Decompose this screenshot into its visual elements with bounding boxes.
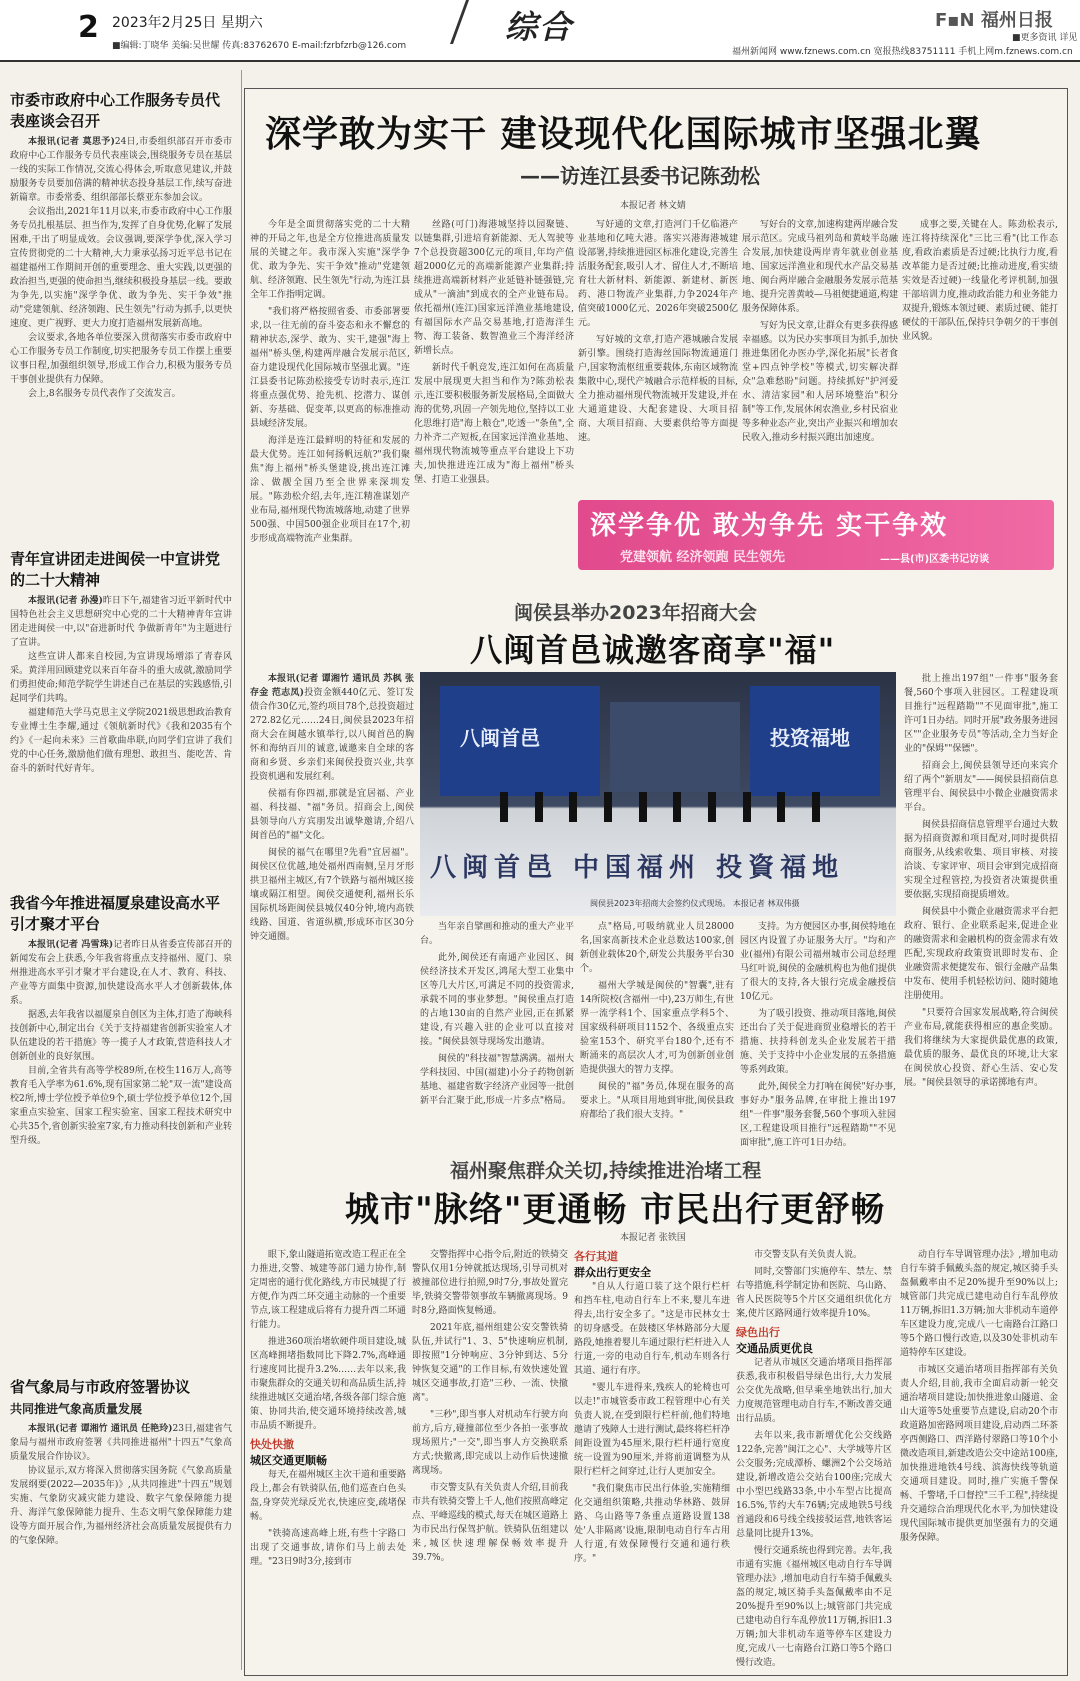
signing-officials [500,792,820,822]
banner-subslogan: 党建领航 经济领跑 民生领先 [620,550,786,565]
more-news-note: ■更多资讯 详见 [1012,33,1078,43]
screen-right-text: 投资福地 [770,726,850,750]
story2-column: 批上推出197组"一件事"服务套餐,560个事项入驻园区。工程建设项目推行"远程踏勘""不见面审批",施工许可1日办结。同时开展"政务服务进园区""企业服务专员"等活动,全力当好企业的"保姆""保镖"。 招商会上,闽侯县领导还向来宾介绍了两个"新朋友"——闽侯县招商信息管理平台、闽侯县中小微企业融资需求平台。 闽侯县招商信息管理平台通过大数据为招商资源和项目配对,同时提供招商服务,从线索收集、项目审核、对接洽谈、专家评审、项目会审到完成招商实现全过程管控,为投资者决策提供重要依据,实现招商提质增效。 闽侯县中小微企业融资需求平台把政府、银行、企业联系起来,促进企业的融资需求和金融机构的资金需求有效匹配,实现政府政策资讯即时发布、企业融资需求便捷发布、银行金融产品集中发布、使用手机轻松访问、随时随地注册使用。 "只要符合国家发展战略,符合闽侯产业布局,就能获得相应的惠企奖励。我们将继续为大家提供最优惠的政策,最优质的服务、最优良的环境,让大家在闽侯放心投资、舒心生活、安心发展。"闽侯县领导的承诺掷地有声。 [904,674,1058,1088]
left-story-title: 青年宣讲团走进闽侯一中宣讲党的二十大精神 [10,550,221,589]
left-story-title: 市委市政府中心工作服务专员代表座谈会召开 [10,91,221,130]
story3-column: 各行其道 群众出行更安全 "自从人行道口装了这个限行栏杆和挡车柱,电动自行车上不来,婴儿车进得去,出行安全多了。"这是市民林女士的切身感受。在鼓楼区华林路部分大厦路段,她推着婴儿车通过限行栏杆进入人行道,一旁的电动自行车,机动车则各行其道、通行有序。 "婴儿车进得来,残疾人的轮椅也可以走!"市城管委市政工程管理中心有关负责人说,在受到限行栏杆前,他们特地邀请了残障人士进行测试,最终将栏杆净间距设置为45厘米,限行栏杆通行宽度统一设置为90厘米,并将前道调整为从限行栏杆之间穿过,让行人更加安全。 "我们聚焦市民出行体验,实施精细化交通组织策略,共推动华林路、鼓屏路、乌山路等7条重点道路设置138处'人非隔离'设施,限制电动自行车占用人行道,有效保障慢行交通和通行秩序。" [574,1250,730,1564]
section-label: 快处快撤 [250,1438,294,1451]
section-title: 群众出行更安全 [574,1266,651,1279]
left-story-paragraph: 会上,8名服务专员代表作了交流发言。 [28,389,181,399]
story1-headline: 深学敢为实干 建设现代化国际城市坚强北翼 [265,114,982,155]
editor-credits: ■编辑:丁晓华 美编:吴世耀 传真:83762670 E-mail:fzrbfzrb@126.com [112,41,407,51]
story1-column: 写好台的文章,加速构建两岸融合发展示范区。完成马祖列岛和黄岐半岛融合发展,加快建设两岸青年就业创业基地、国家远洋渔业和现代水产品交易基地、闽台两岸融合金融服务发展示范基地、提升完善黄岐—马祖便捷通道,构建服务保障体系。 写好为民文章,让群众有更多获得感幸福感。以为民办实事项目为抓手,加快推进集团化办医办学,深化拓展"长者食堂+四点钟学校"等模式,切实解决群众"急难愁盼"问题。持续抓好"护河爱水、清洁家园"和人居环境整治"积分制"等工作,发展休闲农渔业,乡村民宿业等多种业态产业,突出产业振兴和增加农民收入,推动乡村振兴跑出加速度。 [742,220,898,443]
story3-column: 动自行车导调管理办法》,增加电动自行车骑手佩戴头盔的规定,城区骑手头盔佩戴率由不足20%提升至90%以上;城管部门共完成已建电动自行车乱停放11万辆,拆旧1.3万辆;加大非机动车道停车区建设力度,完成八一七南路台江路口等5个路口慢行改造,以及30处非机动车道特停车区建设。 市城区交通治堵项目指挥部有关负责人介绍,目前,我市全面启动新一轮交通治堵项目建设;加快推进象山隧道、金山大道等5处重要节点建设,启动20个市政道路加密路网项目建设,启动西二环茶亭西侧路口、西洋路付翠路口等10个小微改造项目,新建改造公交中途站100座,加快推进地铁4号线、滨海快线等轨道交通项目建设。同时,推广实施千警保畅、千警堵,千口督控"三千工程",持续提升交通综合治理现代化水平,为加快建设现代国际城市提供更加坚强有力的交通服务保障。 [900,1250,1059,1543]
website-info: 福州新闻网 www.fznews.com.cn 宽报热线83751111 手机上网m.fznews.com.cn [732,47,1073,57]
left-story-paragraph: 本报讯(记者 冯雪珠)记者昨日从省委宣传部召开的新闻发布会上获悉,今年我省将重点支持福州、厦门、泉州推进高水平引才聚才平台建设,在人才、教育、科技、产业等方面集中资源,加快建设高水平人才创新载体,体系。 [10,940,232,1006]
newspaper-logo: F▪N 福州日报 [935,10,1053,31]
left-story [10,549,232,879]
story1-byline: 本报记者 林文婧 [620,201,686,211]
page-number: 2 [78,10,99,45]
story1-subhead: ——访连江县委书记陈劲松 [520,164,760,188]
left-story-subtitle: 共同推进气象高质量发展 [10,1402,143,1416]
left-story-title: 我省今年推进福厦泉建设高水平引才聚才平台 [10,894,221,933]
date-line: 2023年2月25日 星期六 [112,15,263,31]
header-rule [0,60,1080,62]
left-story [10,90,232,535]
story2-column: 支持。为方便园区办事,闽侯特地在园区内设置了办证服务大厅。"均和产业(福州)有限公司福州城市公司总经理马红叶说,闽侯的金融机构也为他们提供了很大的支持,各大银行完成金融授信10亿元。 为了吸引投资、推动项目落地,闽侯还出台了关于促进商贸业稳增长的若干措施、扶持科创龙头企业发展若干措施、关于支持中小企业发展的五条措施等系列政策。 此外,闽侯全力打响在闽侯"好办事,事好办"服务品牌,在审批上推出197组"一件事"服务套餐,560个事项入驻园区,工程建设项目推行"远程踏勘""不见面审批",施工许可1日办结。 [740,922,896,1148]
story3-column: 眼下,象山隧道拓宽改造工程正在全力推进,交警、城建等部门通力协作,制定周密的通行优化路线,方市民城提了行方便,作为西二环交通主动脉的一个重要节点,该工程建成后将有力提升西二环通行能力。 推进360项治堵软硬件项目建设,城区高峰拥堵指数同比下降2.7%,高峰通行速度同比提升3.2%……去年以来,我市聚焦群众的交通关切和高品质生活,持续推进城区交通治堵,各级各部门综合施策、协同共治,使交通环境持续改善,城市品质不断提升。 快处快撤 城区交通更顺畅 每天,在福州城区主次干道和重要路段上,都会有铁骑队伍,他们巡查白色头盔,身穿荧光绿反光衣,快速应变,疏堵保畅。 "铁骑高速高峰上班,有些十字路口出现了交通事故,请你们马上前去处理。"23日9时3分,接到市 [250,1250,406,1567]
banner-series-tag: ——县(市)区委书记访谈 [880,554,990,565]
left-story-paragraph: 这些宣讲人都来自校园,为宣讲现场增添了青春风采。黄洋用回顾建党以来百年奋斗的重大成就,激励同学们勇担使命;师范学院学生讲述自己在基层的实践感悟,引起同学们共鸣。 [10,652,232,704]
story3-kicker: 福州聚焦群众关切,持续推进治堵工程 [450,1160,762,1182]
column-divider [241,70,242,1670]
section-title: 交通品质更优良 [736,1342,813,1355]
story2-headline: 八闽首邑诚邀客商享"福" [470,631,836,669]
stage-front-text: 八闽首邑 中国福州 投資福地 [430,853,845,883]
story3-byline: 本报记者 张铁国 [620,1233,686,1243]
left-story-paragraph: 本报讯(记者 莫思予)24日,市委组织部召开市委市政府中心工作服务专员代表座谈会,围绕服务专员在基层一线的实际工作情况,交流心得体会,听取意见建议,并鼓励服务专员要加倍满的精神状态投身基层工作,续写奋进新篇章。市委常委、组织部部长蔡亚东参加会议。 [10,137,232,203]
story1-column: 成事之要,关键在人。陈劲松表示,连江将持续深化"三比三看"(比工作态度,看政治素质是否过硬;比执行力度,看改革能力是否过硬;比推动进度,看实绩实效是否过硬)一线量化考评机制,加强干部培训力度,推动政治能力和业务能力双提升,锻炼本领过硬、素质过硬、能打硬仗的干部队伍,保持只争朝夕的干事创业风貌。 [902,220,1058,342]
story2-column: 本报讯(记者 谭湘竹 通讯员 苏枫 张存金 范志凤)投资金额440亿元、签订发债合作30亿元,签约项目78个,总投资超过272.82亿元……24日,闽侯县2023年招商大会在闽越水镇举行,以八闽首邑的胸怀和海纳百川的诚意,诚邀来自全球的客商和乡贤、乡亲们来闽侯投资兴业,共享投资机遇和发展红利。 侯福有你四福,那就是宜居福、产业福、科技福、"福"务员。招商会上,闽侯县领导向八方宾朋发出诚挚邀请,介绍八闽首邑的"福"文化。 闽侯的福气在哪里?先看"宜居福"。闽侯区位优越,地处福州西南侧,呈月牙形拱卫福州主城区,有7个铁路与福州城区接壤或隔江相望。闽侯交通便利,福州长乐国际机场距闽侯县城仅40分钟,境内高铁线路、国道、省道纵横,形成环市区30分钟交通圈。 [250,674,414,942]
section-label: 绿色出行 [736,1326,780,1339]
photo-caption: 闽侯县2023年招商大会签约仪式现场。 本报记者 林双伟摄 [590,899,800,908]
left-story [10,893,232,1363]
left-story-paragraph: 目前,全省共有高等学校89所,在校生116万人,高等教育毛入学率为61.6%,现有国家第二轮"双一流"建设高校2所,博士学位授予单位9个,硕士学位授予单位12个,国家重点实验室、国家工程实验室、国家工程技术研究中心共35个,省创新实验室7家,有力推动科技创新和产业转型升级。 [10,1066,232,1146]
screen-left-text: 八闽首邑 [460,726,540,750]
stage-backdrop [610,702,740,792]
story3-column: 交警指挥中心指令后,附近的铁骑交警队仅用1分钟就抵达现场,引导司机对被撞部位进行拍照,9时7分,事故处置完毕,铁骑交警带领事故车辆撤离现场。9时8分,路面恢复畅通。 2021年底,福州组建公安交警铁骑队伍,并试行"1、3、5"快速响应机制,即按照"1分钟响应、3分钟到达、5分钟恢复交通"的工作目标,有效快速处置城区交通事故,打造"三秒、一流、快撤离"。 "三秒",即当事人对机动车行驶方向前方,后方,碰撞部位至少各拍一张事故现场照片;"一交",即当事人方交换联系方式;快撤离,即完成以上动作后快速撤离现场。 市交警支队有关负责人介绍,目前我市共有铁骑交警上千人,他们按照高峰定点、平峰巡线的模式,每天在城区道路上为市民出行保驾护航。铁骑队伍组建以来,城区快速理解保畅效率提升39.7%。 [412,1250,568,1563]
left-story-paragraph: 本报讯(记者 孙漫)昨日下午,福建省习近平新时代中国特色社会主义思想研究中心党的二十大精神青年宣讲团走进闽侯一中,以"奋进新时代 争做新青年"为主题进行了宣讲。 [10,596,232,648]
section-label: 各行其道 [574,1250,618,1263]
left-story-paragraph: 协议显示,双方将深入贯彻落实国务院《气象高质量发展纲要(2022—2035年)》,从共同推进"十四五"规划实施、气象防灾减灾能力建设、数字气象保障能力提升、海洋气象保障能力提升、生态文明气象保障能力建设等方面开展合作,为福州经济社会高质量发展提供有力的气象保障。 [10,1466,232,1546]
story2-column: 当年亲自擘画和推动的重大产业平台。 此外,闽侯还有南通产业园区、闽侯经济技术开发区,鸿尾大型工业集中区等几大片区,可满足不同的投资需求,承载不同的事业梦想。"闽侯重点打造的占地130亩的自然产业园,正在抓紧建设,有兴趣入驻的企业可以直接对接。"闽侯县领导现场发出邀请。 闽侯的"科技福"智慧满满。福州大学科技园、中国(福建)小分子药物创新基地、福建省数字经济产业园等一批创新平台汇聚于此,形成一片多点"格局。 [420,922,574,1106]
story2-kicker: 闽侯县举办2023年招商大会 [514,602,757,624]
section-title: 城区交通更顺畅 [250,1454,327,1467]
left-story [10,1377,232,1667]
left-story-title: 省气象局与市政府签署协议 [10,1378,191,1396]
story1-column: 写好通的文章,打造河门千亿临港产业基地和亿吨大港。落实兴港海港城建设部署,持续推进园区标准化建设,完善生活服务配套,吸引人才、留住人才,不断培育壮大新材料、新能源、新建材、新医药、港口物流产业集群,力争2024年产值突破1000亿元、2026年突破2500亿元。 写好城的文章,打造产港城融合发展新引擎。围绕打造海丝国际物流通道门户,国家物流枢纽重要载体,东南区域物流集散中心,现代产城融合示范样板的目标,全力推动福州现代物流城开发建设,并在大通道建设、大配套建设、大项目招商、大项目招商、大要素供给等方面提速。 [578,220,738,443]
story2-column: 点"格局,可吸纳就业人员28000名,国家高新技术企业总数达100家,创新创业载体20个,研发公共服务平台30个。 福州大学城是闽侯的"智囊",驻有14所院校(含福州一中),23万师生,有世界一流学科1个、国家重点学科5个、国家级科研项目1152个、各级重点实验室153个、研究平台180个,还有不断涌来的高层次人才,可为创新创业创造提供强大的智力支撑。 闽侯的"福"务员,体现在服务的高要求上。"从项目用地到审批,闽侯县政府都给了我们很大支持。" [580,922,734,1120]
story1-column: 丝路(可门)海港城坚持以园聚链、以链集群,引进培育新能源、无人驾驶等7个总投资超300亿元的项目,年均产值超2000亿元的高端新能源产业集群;持续推进高端新材料产业延链补链强链,完成从"一滴油"到成衣的全产业链布局。依托福州(连江)国家远洋渔业基地建设,有福国际水产品交易基地,打造海洋生物、海工装备、数智渔业三个海洋经济新增长点。 新时代千帆竞发,连江如何在高质量发展中展现更大担当和作为?陈劲松表示,连江要积极服务新发展格局,全面做大海的优势,巩固一产领先地位,坚持以工业化思维打造"海上粮仓",吃透一"条鱼",全力补齐二产短板,在国家远洋渔业基地、福州现代物流城等重点平台建设上下功夫,加快推进连江成为"海上福州"桥头堡、打造工业强县。 [414,220,574,485]
left-story-paragraph: 会议指出,2021年11月以来,市委市政府中心工作服务专员扎根基层、担当作为,发挥了自身优势,化解了发展困难,干出了明显成效。会议强调,要深学争优,深入学习宣传贯彻党的二十大精神,大力秉承弘扬习近平总书记在福建福州工作期间开创的重要理念、重大实践,以更强的政治担当,更强的使命担当,继续积极投身基层一线。要敢为争先,以实施"深学争优、敢为争先、实干争效"推动"党建领航、经济领跑、民生领先"行动为抓手,以更快速度、更广视野、更大力度打造福州发展新高地。 [10,207,232,329]
left-story-paragraph: 会议要求,各地各单位要深入贯彻落实市委市政府中心工作服务专员工作制度,切实把服务专员工作摆上重要议事日程,加强组织领导,形成工作合力,积极为服务专员干事创业提供有力保障。 [10,333,232,385]
signing-ceremony-photo [420,672,896,916]
section-title: 综合 [505,8,574,46]
left-story-paragraph: 福建师范大学马克思主义学院2021级思想政治教育专业博士生李耀,通过《领航新时代》《我和2035有个约》《一起向未来》三首歌曲串联,向同学们宣讲了我们党的中心任务,激励他们做有理想、敢担当、能吃苦、肯奋斗的新时代好青年。 [10,708,232,774]
left-story-paragraph: 本报讯(记者 谭湘竹 通讯员 任艳玲)23日,福建省气象局与福州市政府签署《共同推进福州"十四五"气象高质量发展合作协议》。 [10,1424,232,1462]
story3-column: 市交警支队有关负责人说。 同时,交警部门实施停车、禁左、禁右等措施,科学制定协和医院、乌山路、省人民医院等5个片区交通组织优化方案,使片区路网通行效率提升10%。 绿色出行 交通品质更优良 记者从市城区交通治堵项目指挥部获悉,我市积极倡导绿色出行,大力发展公交优先战略,但早乘坐地铁出行,加大力度规范管理电动自行车,不断改善交通出行品质。 去年以来,我市新增优化公交线路122条,完善"闽江之心"、大学城等片区公交服务;完成潭桥、螺洲2个公交场站建设,新增改造公交站台100座;完成大中小型巴线路33条,中小车型占比提高16.5%,节约大车76辆;完成地铁5号线首通段和6号线全线接驳运营,地铁客运总量同比提升13%。 慢行交通系统也得到完善。去年,我市通有实施《福州城区电动自行车导调管理办法》,增加电动自行车骑手佩戴头盔的规定,城区骑手头盔佩戴率由不足20%提升至90%以上;城管部门共完成已建电动自行车乱停放11万辆,拆旧1.3万辆;加大非机动车道等停车区建设力度,完成八一七南路台江路口等5个路口慢行改造。 [736,1250,892,1668]
left-story-paragraph: 据悉,去年我省以福厦泉自创区为主体,打造了海峡科技创新中心,制定出台《关于支持福建省创新实验室人才队伍建设的若干措施》等一揽子人才政策,营造科技人才创新创业的良好氛围。 [10,1010,232,1062]
left-news-column [10,90,232,1681]
story3-headline: 城市"脉络"更通畅 市民出行更舒畅 [345,1190,886,1230]
section-tab [450,0,739,44]
story1-column: 今年是全面贯彻落实党的二十大精神的开局之年,也是全方位推进高质量发展的关键之年。我市深入实施"深学争优、敢为争先、实干争效"推动"党建领航、经济领跑、民生领先"行动,为连江县全年工作指明定调。 "我们将严格按照省委、市委部署要求,以一往无前的奋斗姿态和永不懈怠的精神状态,深学、敢为、实干,建强"海上福州"桥头堡,构建两岸融合发展示范区,奋力建设现代化国际城市坚强北翼。"连江县委书记陈劲松接受专访时表示,连江将重点强优势、抢先机、挖潜力、谋创新、夯基础、促变革,以更高的标准推动县域经济发展。 海洋是连江最鲜明的特征和发展的最大优势。连江如何扬帆远航?"我们聚焦"海上福州"桥头堡建设,挑出连江滩涂、做靓全国乃至全世界来深圳发展。"陈劲松介绍,去年,连江精准谋划产业布局,福州现代物流城落地,动建了世界500强、中国500强企业项目在17个,初步形成高端物流产业集群。 [250,220,411,544]
banner-slogan: 深学争优 敢为争先 实干争效 [590,511,949,541]
